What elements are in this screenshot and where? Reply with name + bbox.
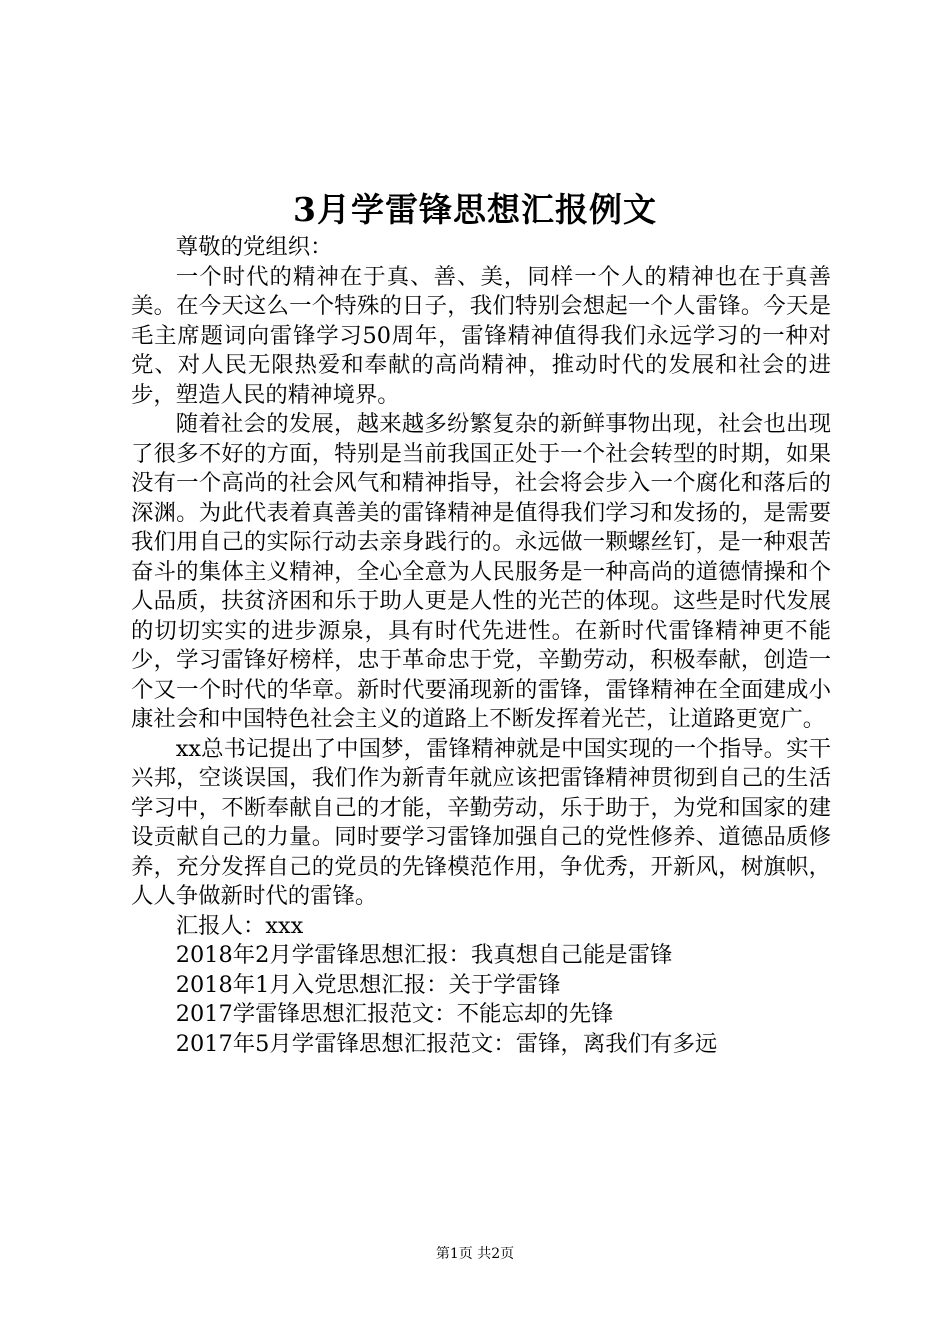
page-number: 第1页 共2页 xyxy=(435,1246,515,1262)
related-link[interactable]: 2017学雷锋思想汇报范文：不能忘却的先锋 xyxy=(175,1001,614,1027)
related-link[interactable]: 2017年5月学雷锋思想汇报范文：雷锋，离我们有多远 xyxy=(175,1030,718,1057)
paragraph: 一个时代的精神在于真、善、美，同样一个人的精神也在于真善美。在今天这么一个特殊的日子，我们特别会想起一个人雷锋。今天是毛主席题词向雷锋学习50周年，雷锋精神值得我们永远学习的一种对党、对人民无限热爱和奉献的高尚精神，推动时代的发展和社会的进步，塑造人民的精神境界。 xyxy=(131,263,831,408)
document-title: 3月学雷锋思想汇报例文 xyxy=(293,190,657,229)
document-body xyxy=(131,233,831,1059)
greeting: 尊敬的党组织： xyxy=(175,234,333,260)
paragraph: 随着社会的发展，越来越多纷繁复杂的新鲜事物出现，社会也出现了很多不好的方面，特别是当前我国正处于一个社会转型的时期，如果没有一个高尚的社会风气和精神指导，社会将会步入一个腐化和落后的深渊。为此代表着真善美的雷锋精神是值得我们学习和发扬的，是需要我们用自己的实际行动去亲身践行的。永远做一颗螺丝钉，是一种艰苦奋斗的集体主义精神，全心全意为人民服务是一种高尚的道德情操和个人品质，扶贫济困和乐于助人更是人性的光芒的体现。这些是时代发展的切切实实的进步源泉，具有时代先进性。在新时代雷锋精神更不能少，学习雷锋好榜样，忠于革命忠于党，辛勤劳动，积极奉献，创造一个又一个时代的华章。新时代要涌现新的雷锋，雷锋精神在全面建成小康社会和中国特色社会主义的道路上不断发挥着光芒，让道路更宽广。 xyxy=(131,411,831,732)
paragraph: xx总书记提出了中国梦，雷锋精神就是中国实现的一个指导。实干兴邦，空谈误国，我们作为新青年就应该把雷锋精神贯彻到自己的生活学习中，不断奉献自己的才能，辛勤劳动，乐于助于，为党和国家的建设贡献自己的力量。同时要学习雷锋加强自己的党性修养、道德品质修养，充分发挥自己的党员的先锋模范作用，争优秀，开新风，树旗帜，人人争做新时代的雷锋。 xyxy=(131,735,831,909)
related-link[interactable]: 2018年2月学雷锋思想汇报：我真想自己能是雷锋 xyxy=(175,942,673,968)
reporter-line: 汇报人：xxx xyxy=(175,912,304,939)
related-link[interactable]: 2018年1月入党思想汇报：关于学雷锋 xyxy=(175,971,561,998)
